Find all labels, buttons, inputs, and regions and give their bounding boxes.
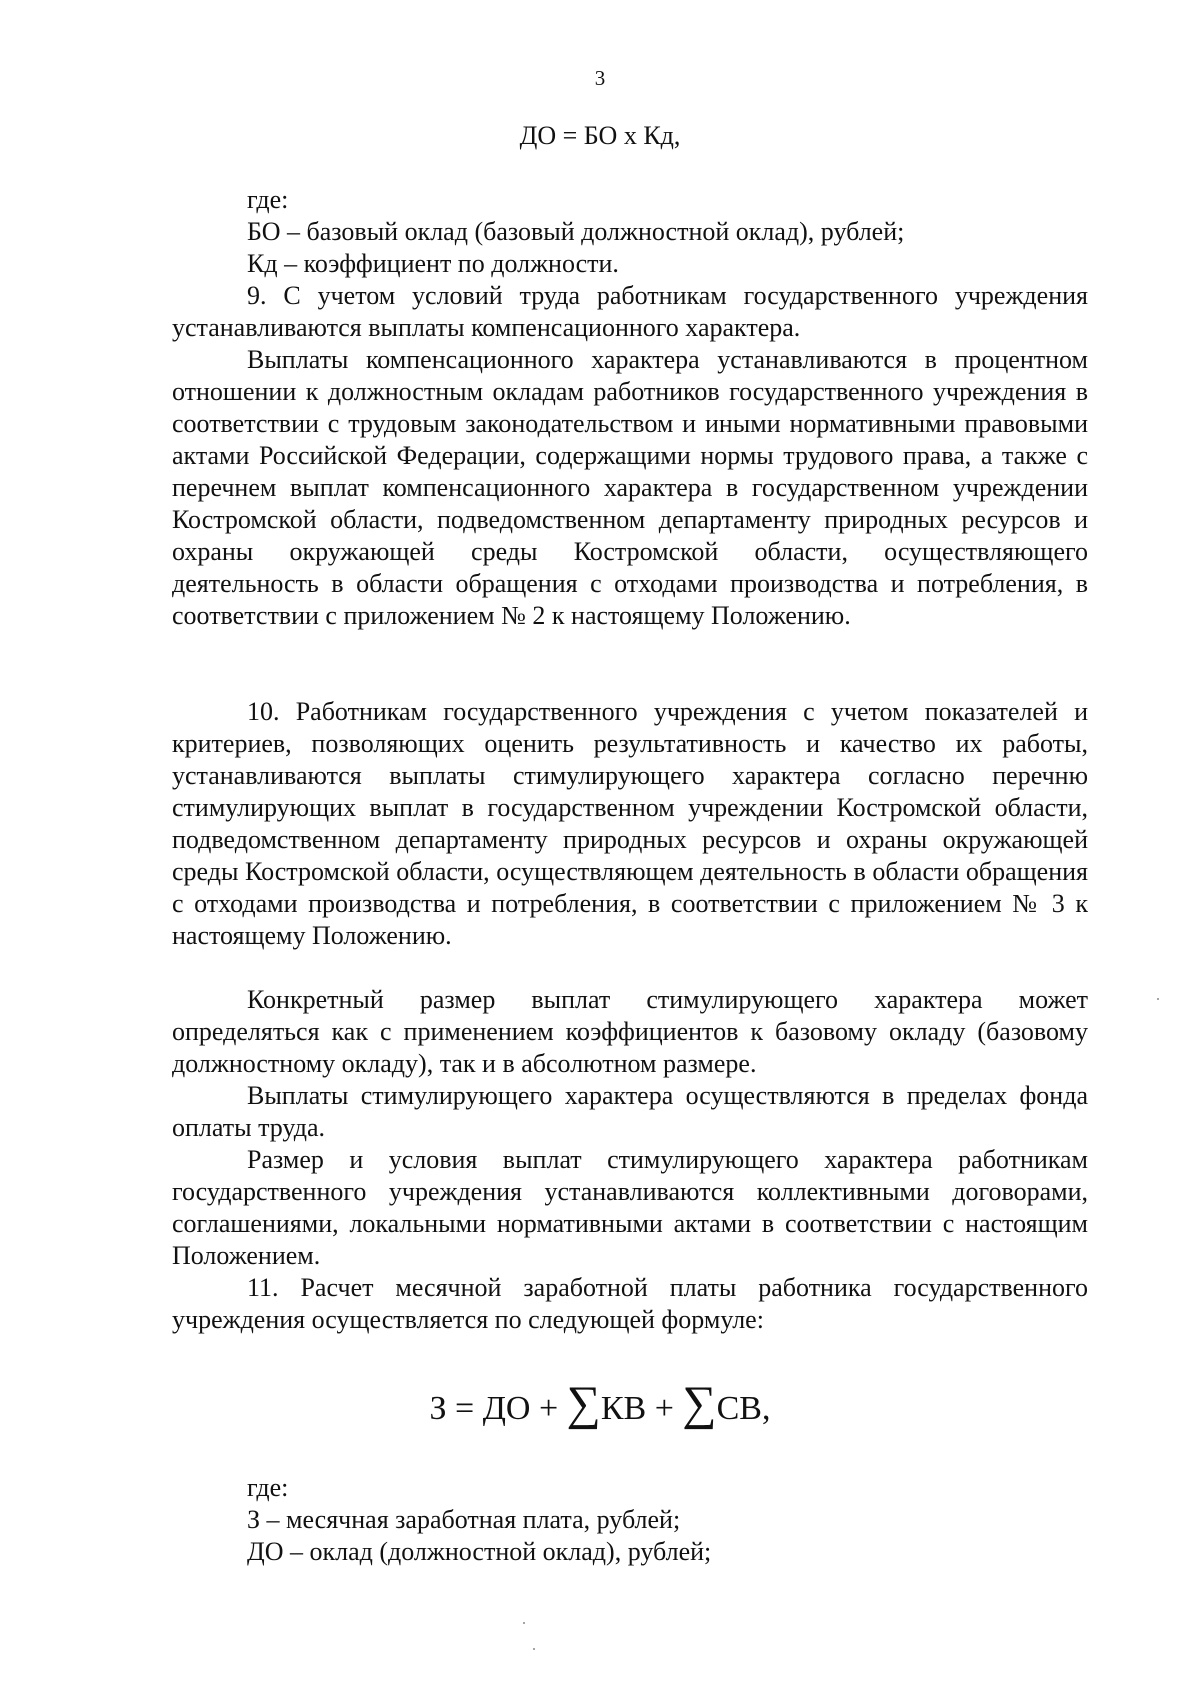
definition-base-salary: БО – базовый оклад (базовый должностной оклад), рублей; (247, 217, 905, 246)
paragraph-10: 10. Работникам государственного учреждения с учетом показателей и критериев, позволяющих оценить результативность и качество их работы, устанавливаются выплаты стимулирующего характера согласно перечню стимулирующих выплат в государственном учреждении Костромской области, подведомственном департаменту природных ресурсов и охраны окружающей среды Костромской области, осуществляющем деятельность в области обращения с отходами производства и потребления, в соответствии с приложением № 3 к настоящему Положению. (172, 697, 1088, 950)
definition-monthly-salary: З – месячная заработная плата, рублей; (247, 1505, 681, 1534)
formula-term-kv: КВ + (600, 1390, 683, 1427)
formula-term-sv: СВ, (716, 1390, 771, 1427)
paragraph-11: 11. Расчет месячной заработной платы работника государственного учреждения осуществляется по следующей формуле: (172, 1273, 1088, 1334)
formula-monthly-salary (0, 1377, 1200, 1431)
paragraph-10-fund: Выплаты стимулирующего характера осуществляются в пределах фонда оплаты труда. (172, 1081, 1088, 1142)
definition-official-salary: ДО – оклад (должностной оклад), рублей; (247, 1537, 712, 1566)
definition-position-coefficient: Кд – коэффициент по должности. (247, 249, 619, 278)
paragraph-10-conditions: Размер и условия выплат стимулирующего характера работникам государственного учреждения устанавливаются коллективными договорами, соглашениями, локальными нормативными актами в соответствии с настоящим Положением. (172, 1145, 1088, 1270)
page-number: 3 (594, 66, 606, 90)
where-label-1: где: (247, 185, 289, 214)
scan-speck (1157, 998, 1159, 1000)
where-label-2: где: (247, 1473, 289, 1502)
formula-official-salary: ДО = БО х Кд, (519, 121, 681, 150)
sum-symbol: ∑ (682, 1377, 717, 1430)
sum-symbol: ∑ (566, 1377, 601, 1430)
formula-lhs: З = ДО + (429, 1390, 567, 1427)
paragraph-9-compensation: Выплаты компенсационного характера устанавливаются в процентном отношении к должностным окладам работников государственного учреждения в соответствии с трудовым законодательством и иными нормативными правовыми актами Российской Федерации, содержащими нормы трудового права, а также с перечнем выплат компенсационного характера в государственном учреждении Костромской области, подведомственном департаменту природных ресурсов и охраны окружающей среды Костромской области, осуществляющего деятельность в области обращения с отходами производства и потребления, в соответствии с приложением № 2 к настоящему Положению. (172, 345, 1088, 630)
scan-speck (523, 1622, 525, 1624)
paragraph-10-amount: Конкретный размер выплат стимулирующего характера может определяться как с применением коэффициентов к базовому окладу (базовому должностному окладу), так и в абсолютном размере. (172, 985, 1088, 1078)
paragraph-9: 9. С учетом условий труда работникам государственного учреждения устанавливаются выплаты компенсационного характера. (172, 281, 1088, 342)
scan-speck (533, 1648, 535, 1650)
